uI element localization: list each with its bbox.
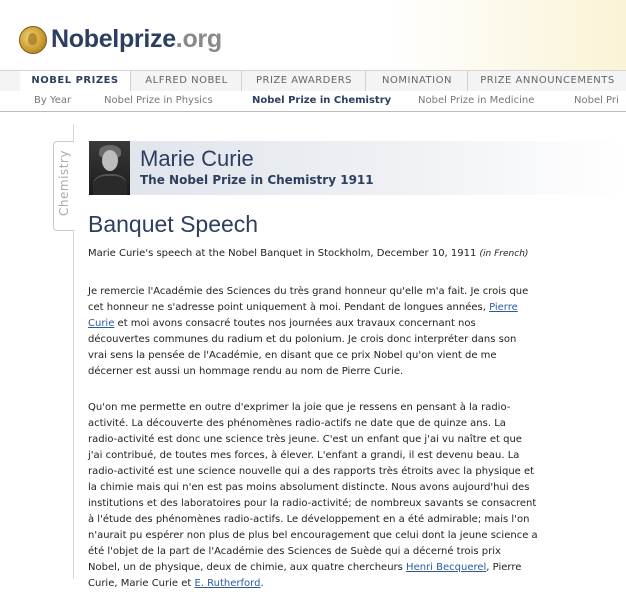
main-nav-nomination[interactable]: NOMINATION — [365, 71, 468, 91]
nobel-medal-icon — [19, 26, 47, 54]
laureate-header — [89, 141, 626, 195]
laureate-prize: The Nobel Prize in Chemistry 1911 — [140, 173, 374, 187]
page-subtitle: Marie Curie's speech at the Nobel Banquet in Stockholm, December 10, 1911 (in French) — [88, 248, 529, 259]
main-nav — [0, 70, 626, 92]
speech-paragraph-2: Qu'on me permette en outre d'exprimer la joie que je ressens en pensant à la radio- activité. La découverte des phénomènes radio-actifs ne date que de quinze ans. La radio-activité est donc une science très jeune. C'est un enfant que j'ai vu naître et que j'ai contribué, de toutes mes forces, à élever. L'enfant a grandi, il est devenu beau. La radio-activité est une science nouvelle qui a des rapports très étroits avec la physique et la chimie mais qui n'en est pas moins absolument distincte. Nous avons aujourd'hui des institutions et des laboratoires pour la radio-activité; de nombreux savants se consacrent à l'étude des phénomènes radio-actifs. Le développement en a été admirable; mais l'on n'aurait pu espérer non plus de plus bel encouragement que celui dont la jeune science a été l'objet de la part de l'Académie des Sciences de Suède qui a décerné trois prix Nobel, un de physique, deux de chimie, aux quatre chercheurs Henri Becquerel, Pierre Curie, Marie Curie et E. Rutherford. — [88, 402, 538, 589]
laureate-portrait[interactable] — [89, 141, 130, 195]
side-tab-label: Chemistry — [57, 150, 71, 216]
sub-nav-more[interactable]: Nobel Pri — [574, 95, 619, 106]
sub-nav-medicine[interactable]: Nobel Prize in Medicine — [418, 95, 535, 106]
sub-nav-by-year[interactable]: By Year — [34, 95, 72, 106]
sub-nav — [0, 91, 626, 112]
main-nav-nobel-prizes[interactable]: NOBEL PRIZES — [20, 71, 130, 91]
speech-paragraph-1: Je remercie l'Académie des Sciences du très grand honneur qu'elle m'a fait. Je crois que cet honneur ne s'adresse point uniquement à moi. Pendant de longues années, Pierre Curie et moi avons consacré toutes nos journées aux travaux concernant nos découvertes communes du radium et du polonium. Je crois donc interpréter dans son vrai sens la pensée de l'Académie, en disant que ce prix Nobel qu'on vient de me décerner est aussi un hommage rendu au nom de Pierre Curie. — [88, 286, 529, 377]
link-pierre-curie[interactable]: Pierre — [489, 302, 518, 313]
site-logo[interactable] — [19, 25, 222, 54]
page-title: Banquet Speech — [88, 211, 259, 237]
sub-nav-chemistry[interactable]: Nobel Prize in Chemistry — [252, 95, 392, 106]
link-henri-becquerel[interactable]: Henri Becquerel — [406, 562, 487, 573]
laureate-name: Marie Curie — [140, 146, 254, 171]
main-nav-alfred-nobel[interactable]: ALFRED NOBEL — [130, 71, 242, 91]
link-pierre-curie-2[interactable]: Curie — [88, 318, 115, 329]
site-header — [0, 0, 626, 70]
link-e-rutherford[interactable]: E. Rutherford — [194, 578, 261, 589]
main-nav-prize-announcements[interactable]: PRIZE ANNOUNCEMENTS — [467, 71, 626, 91]
sub-nav-physics[interactable]: Nobel Prize in Physics — [104, 95, 213, 106]
main-nav-prize-awarders[interactable]: PRIZE AWARDERS — [241, 71, 366, 91]
logo-text: Nobelprize.org — [51, 25, 222, 53]
chemistry-side-tab[interactable] — [53, 141, 74, 231]
